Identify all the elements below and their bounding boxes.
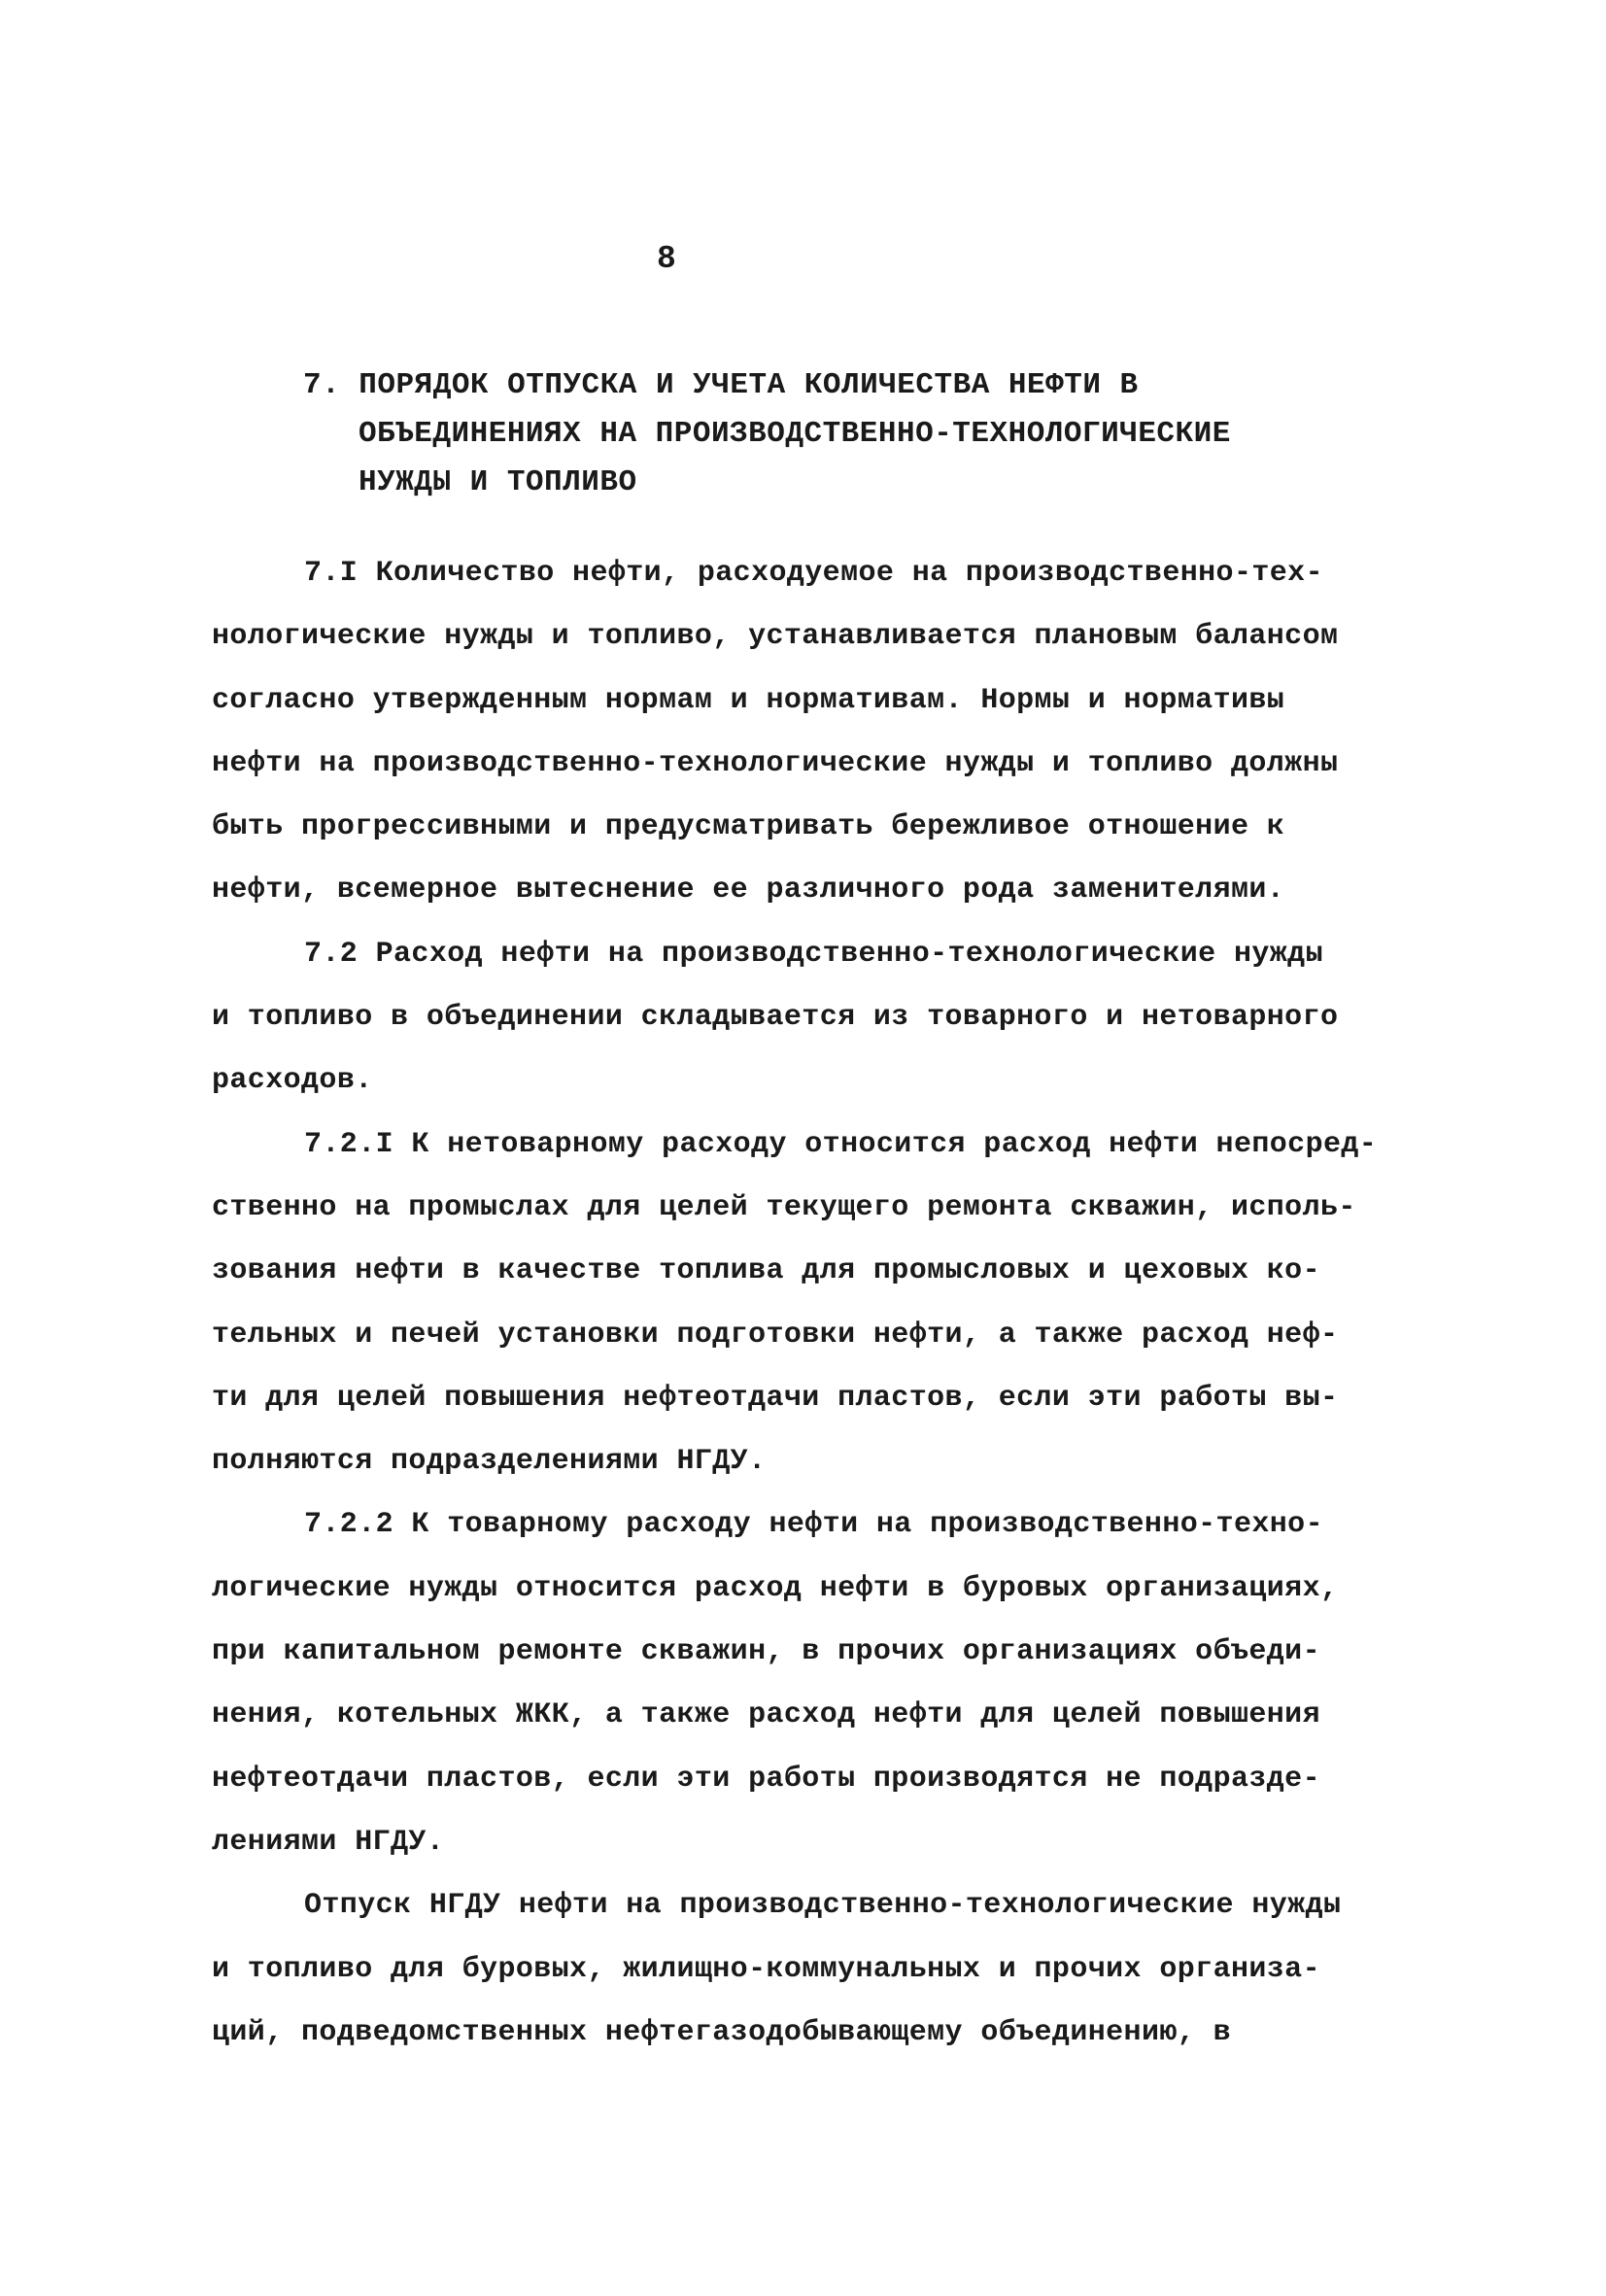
text-line: расходов. <box>212 1064 373 1098</box>
text-line: 7.2 Расход нефти на производственно-технологические нужды <box>304 937 1323 971</box>
text-line: зования нефти в качестве топлива для промысловых и цеховых ко- <box>212 1254 1320 1288</box>
heading-line: ОБЪЕДИНЕНИЯХ НА ПРОИЗВОДСТВЕННО-ТЕХНОЛОГИЧЕСКИЕ <box>359 417 1231 451</box>
section-heading <box>303 361 1231 507</box>
text-line: и топливо для буровых, жилищно-коммунальных и прочих организа- <box>212 1952 1320 1986</box>
text-line: тельных и печей установки подготовки нефти, а также расход неф- <box>212 1318 1339 1352</box>
text-line: нологические нужды и топливо, устанавливается плановым балансом <box>212 620 1339 654</box>
heading-line: 7. ПОРЯДОК ОТПУСКА И УЧЕТА КОЛИЧЕСТВА НЕФТИ В <box>303 368 1139 402</box>
text-line: лениями НГДУ. <box>212 1825 445 1859</box>
heading-line: НУЖДЫ И ТОПЛИВО <box>359 465 637 499</box>
text-line: нения, котельных ЖКК, а также расход нефти для целей повышения <box>212 1698 1320 1732</box>
text-line: полняются подразделениями НГДУ. <box>212 1445 767 1479</box>
text-line: согласно утвержденным нормам и нормативам. Нормы и нормативы <box>212 683 1285 717</box>
text-line: и топливо в объединении складывается из товарного и нетоварного <box>212 1001 1339 1035</box>
text-line: ственно на промыслах для целей текущего ремонта скважин, исполь- <box>212 1190 1356 1224</box>
text-line: логические нужды относится расход нефти в буровых организациях, <box>212 1571 1339 1605</box>
text-line: при капитальном ремонте скважин, в прочих организациях объеди- <box>212 1635 1320 1669</box>
text-line: 7.2.I К нетоварному расходу относится расход нефти непосред- <box>304 1127 1378 1161</box>
text-line: ти для целей повышения нефтеотдачи пластов, если эти работы вы- <box>212 1381 1339 1415</box>
text-line: быть прогрессивными и предусматривать бережливое отношение к <box>212 810 1285 844</box>
page-number: 8 <box>657 241 677 277</box>
body-text <box>212 542 1407 2065</box>
text-line: ций, подведомственных нефтегазодобывающему объединению, в <box>212 2015 1231 2049</box>
text-line: нефти, всемерное вытеснение ее различного рода заменителями. <box>212 874 1285 908</box>
text-line: 7.I Количество нефти, расходуемое на производственно-тех- <box>304 557 1323 590</box>
text-line: нефти на производственно-технологические нужды и топливо должны <box>212 746 1339 780</box>
text-line: нефтеотдачи пластов, если эти работы производятся не подразде- <box>212 1762 1320 1796</box>
text-line: Отпуск НГДУ нефти на производственно-технологические нужды <box>304 1889 1342 1923</box>
text-line: 7.2.2 К товарному расходу нефти на производственно-техно- <box>304 1508 1323 1542</box>
